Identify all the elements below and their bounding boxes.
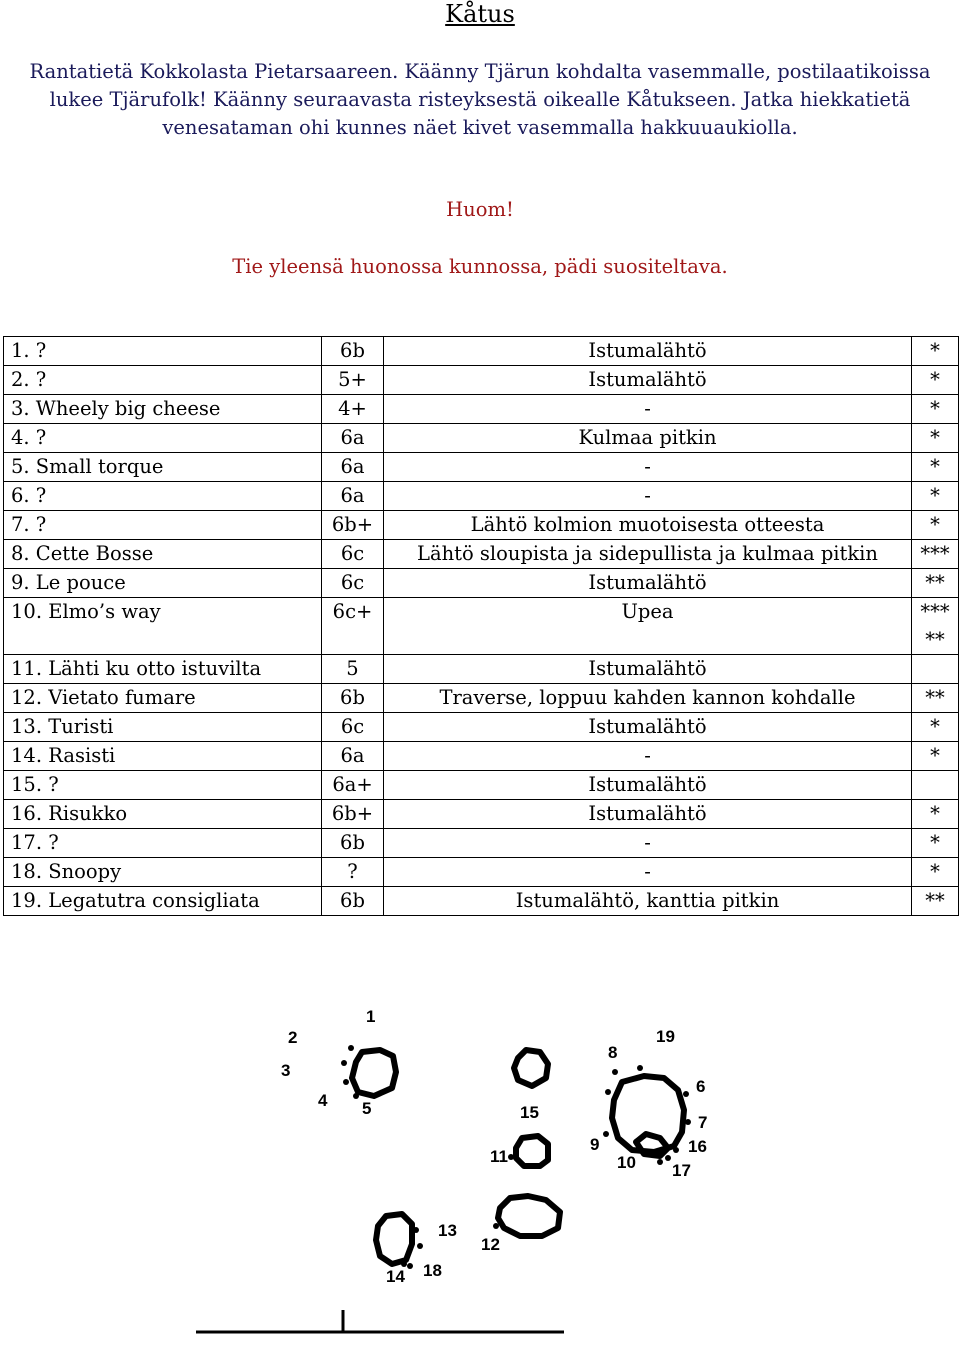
route-row (4, 482, 959, 511)
route-description: Istumalähtö, kanttia pitkin (384, 887, 912, 916)
route-description: Istumalähtö (384, 655, 912, 684)
route-row (4, 540, 959, 569)
route-stars: * (912, 366, 959, 395)
route-row (4, 713, 959, 742)
boulder-11 (516, 1136, 548, 1166)
route-row (4, 771, 959, 800)
route-description: Istumalähtö (384, 366, 912, 395)
route-row (4, 569, 959, 598)
route-stars: * (912, 858, 959, 887)
route-description: Kulmaa pitkin (384, 424, 912, 453)
route-name: 8. Cette Bosse (4, 540, 322, 569)
boulder-15 (514, 1050, 548, 1086)
route-grade: 6a (322, 453, 384, 482)
route-description: Istumalähtö (384, 800, 912, 829)
route-description: Upea (384, 598, 912, 655)
route-name: 11. Lähti ku otto istuvilta (4, 655, 322, 684)
map-label-11: 11 (490, 1147, 508, 1166)
map-label-9: 9 (590, 1135, 600, 1154)
note-heading: Huom! (446, 198, 514, 221)
route-grade: 6a (322, 742, 384, 771)
route-name: 2. ? (4, 366, 322, 395)
route-stars: * (912, 829, 959, 858)
map-label-7: 7 (698, 1113, 708, 1132)
route-name: 7. ? (4, 511, 322, 540)
route-row (4, 655, 959, 684)
route-description: Istumalähtö (384, 569, 912, 598)
map-label-12: 12 (481, 1235, 500, 1254)
route-stars: ** (912, 684, 959, 713)
map-label-14: 14 (386, 1267, 405, 1286)
route-description: - (384, 742, 912, 771)
route-stars: * (912, 337, 959, 366)
route-name: 13. Turisti (4, 713, 322, 742)
route-description: - (384, 829, 912, 858)
route-description: - (384, 453, 912, 482)
route-stars: * (912, 482, 959, 511)
route-description: Istumalähtö (384, 771, 912, 800)
map-label-1: 1 (366, 1007, 376, 1026)
route-row (4, 395, 959, 424)
page-title: Kåtus (445, 0, 515, 28)
map-label-10: 10 (617, 1153, 636, 1172)
map-label-15: 15 (520, 1103, 539, 1122)
route-stars: * (912, 800, 959, 829)
route-row (4, 800, 959, 829)
route-stars: ***** (912, 598, 959, 655)
route-name: 3. Wheely big cheese (4, 395, 322, 424)
route-row (4, 453, 959, 482)
route-name: 19. Legatutra consigliata (4, 887, 322, 916)
route-row (4, 829, 959, 858)
route-row (4, 366, 959, 395)
route-name: 10. Elmo’s way (4, 598, 322, 655)
route-name: 15. ? (4, 771, 322, 800)
route-name: 17. ? (4, 829, 322, 858)
map-label-2: 2 (288, 1028, 298, 1047)
route-description: - (384, 395, 912, 424)
route-row (4, 598, 959, 655)
boulder-1 (352, 1050, 396, 1096)
map-label-3: 3 (281, 1061, 291, 1080)
route-row (4, 684, 959, 713)
route-grade: 6c+ (322, 598, 384, 655)
route-description: Lähtö kolmion muotoisesta otteesta (384, 511, 912, 540)
route-stars (912, 771, 959, 800)
route-stars: ** (912, 887, 959, 916)
route-grade: 4+ (322, 395, 384, 424)
route-grade: 6a+ (322, 771, 384, 800)
route-grade: 6b+ (322, 511, 384, 540)
routes-table (3, 336, 959, 916)
map-label-18: 18 (423, 1261, 442, 1280)
route-name: 9. Le pouce (4, 569, 322, 598)
route-description: Traverse, loppuu kahden kannon kohdalle (384, 684, 912, 713)
route-grade: 6a (322, 424, 384, 453)
route-name: 6. ? (4, 482, 322, 511)
route-stars (912, 655, 959, 684)
route-row (4, 858, 959, 887)
route-stars: *** (912, 540, 959, 569)
route-description: - (384, 858, 912, 887)
map-label-17: 17 (672, 1161, 691, 1180)
route-name: 16. Risukko (4, 800, 322, 829)
map-label-16: 16 (688, 1137, 707, 1156)
route-row (4, 337, 959, 366)
route-grade: 6b+ (322, 800, 384, 829)
route-grade: 6b (322, 337, 384, 366)
route-description: Lähtö sloupista ja sidepullista ja kulmaa pitkin (384, 540, 912, 569)
map-label-13: 13 (438, 1221, 457, 1240)
map-label-6: 6 (696, 1077, 706, 1096)
routes-body (4, 337, 959, 916)
route-stars: * (912, 395, 959, 424)
route-grade: ? (322, 858, 384, 887)
route-stars: * (912, 742, 959, 771)
route-description: Istumalähtö (384, 337, 912, 366)
route-description: - (384, 482, 912, 511)
route-stars: * (912, 424, 959, 453)
boulder-13 (376, 1214, 412, 1264)
route-row (4, 511, 959, 540)
map-label-8: 8 (608, 1043, 618, 1062)
route-name: 4. ? (4, 424, 322, 453)
route-row (4, 424, 959, 453)
note-text: Tie yleensä huonossa kunnossa, pädi suositeltava. (232, 255, 728, 278)
route-grade: 6c (322, 540, 384, 569)
route-name: 18. Snoopy (4, 858, 322, 887)
route-name: 1. ? (4, 337, 322, 366)
boulder-12 (498, 1196, 560, 1236)
route-grade: 6b (322, 684, 384, 713)
route-name: 12. Vietato fumare (4, 684, 322, 713)
boulder-6 (612, 1076, 684, 1152)
route-stars: ** (912, 569, 959, 598)
intro-text (20, 58, 940, 142)
boulder-10 (636, 1134, 668, 1156)
route-grade: 6b (322, 829, 384, 858)
route-grade: 6c (322, 569, 384, 598)
route-name: 14. Rasisti (4, 742, 322, 771)
route-grade: 6c (322, 713, 384, 742)
intro-paragraph: Rantatietä Kokkolasta Pietarsaareen. Käänny Tjärun kohdalta vasemmalle, postilaatikoissa lukee Tjärufolk! Käänny seuraavasta risteyksestä oikealle Kåtukseen. Jatka hiekkatietä venesataman ohi kunnes näet kivet vasemmalla hakkuuaukiolla. (29, 60, 931, 139)
map-label-4: 4 (318, 1091, 328, 1110)
map-label-5: 5 (362, 1099, 372, 1118)
route-row (4, 742, 959, 771)
route-grade: 6b (322, 887, 384, 916)
route-description: Istumalähtö (384, 713, 912, 742)
route-grade: 5 (322, 655, 384, 684)
route-stars: * (912, 453, 959, 482)
route-name: 5. Small torque (4, 453, 322, 482)
route-stars: * (912, 713, 959, 742)
boulder-map (190, 995, 780, 1345)
map-label-19: 19 (656, 1027, 675, 1046)
route-grade: 5+ (322, 366, 384, 395)
route-grade: 6a (322, 482, 384, 511)
route-row (4, 887, 959, 916)
route-stars: * (912, 511, 959, 540)
